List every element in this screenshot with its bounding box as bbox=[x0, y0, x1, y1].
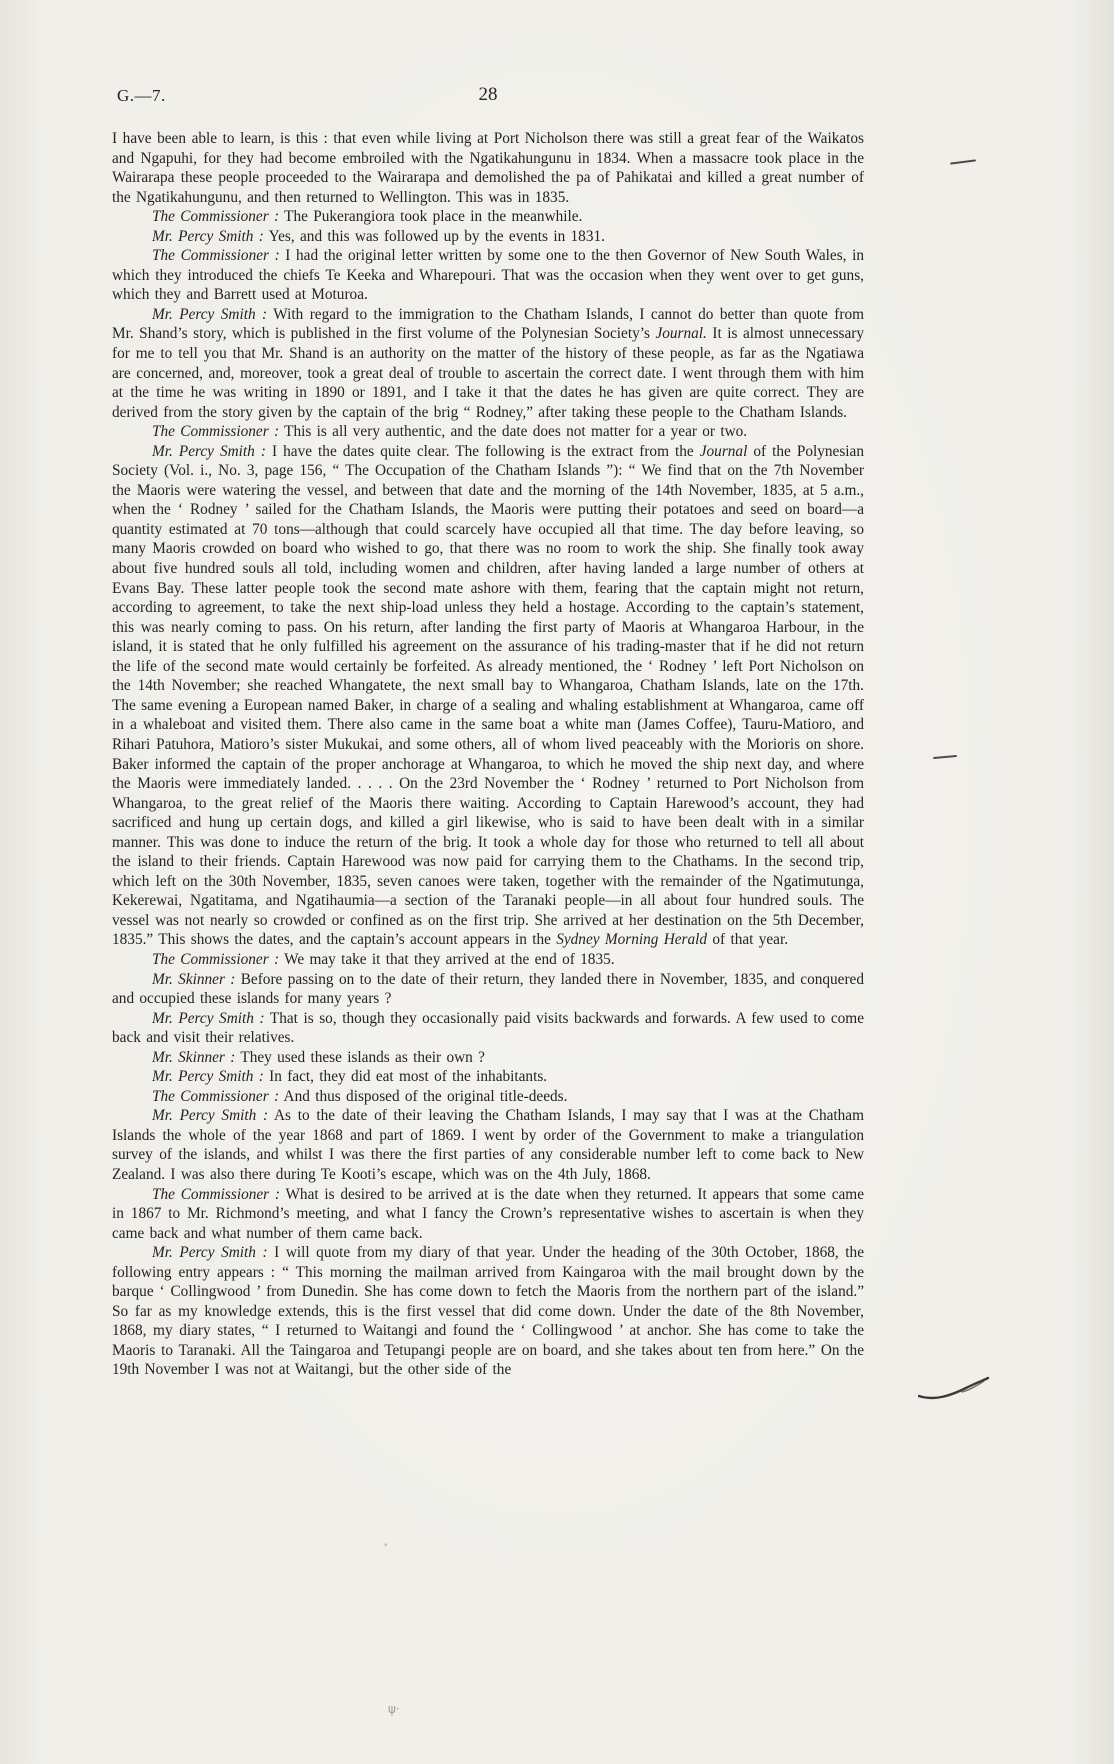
paragraph bbox=[112, 207, 864, 227]
document-reference: G.—7. bbox=[117, 86, 166, 105]
pen-mark bbox=[950, 159, 976, 164]
pen-mark bbox=[918, 1376, 990, 1407]
paragraph bbox=[112, 1243, 864, 1380]
paragraph bbox=[112, 305, 864, 422]
text-run: They used these islands as their own ? bbox=[235, 1048, 485, 1066]
paragraph bbox=[112, 1009, 864, 1048]
scan-artifact: ψ· bbox=[388, 1702, 400, 1716]
paragraph bbox=[112, 129, 864, 207]
text-run: I will quote from my diary of that year. Under the heading of the 30th October, 1868, the following entry appears : “ This morning the mailman arrived from Kaingaroa with the mail brought down by the barque ‘ Collingwood ’ from Dunedin. She has come down to fetch the Maoris from the northern part of the island.” So far as my knowledge extends, this is the first vessel that did come down. Under the date of the 8th November, 1868, my diary states, “ I returned to Waitangi and found the ‘ Collingwood ’ at anchor. She has come to take the Maoris to Taranaki. All the Taingaroa and Tetupangi people are on board, and she takes about ten from here.” On the 19th November I was not at Waitangi, but the other side of the bbox=[112, 1244, 864, 1379]
italic-text-run: The Commissioner : bbox=[152, 247, 280, 265]
italic-text-run: The Commissioner : bbox=[152, 423, 280, 441]
text-run: The Pukerangiora took place in the meanwhile. bbox=[279, 208, 583, 226]
italic-text-run: Mr. Percy Smith : bbox=[152, 442, 266, 460]
page-number: 28 bbox=[478, 84, 498, 105]
paragraph bbox=[112, 227, 864, 247]
italic-text-run: The Commissioner : bbox=[152, 208, 280, 226]
text-run: I have been able to learn, is this : that even while living at Port Nicholson there was still a great fear of the Waikatos and Ngapuhi, for they had become embroiled with the Ngatikahungunu in 1834. When a massacre took place in the Wairarapa these people proceeded to the Wairarapa and demolished the pa of Pahikatai and killed a great number of the Ngatikahungunu, and then returned to Wellington. This was in 1835. bbox=[112, 130, 864, 206]
paragraph bbox=[112, 950, 864, 970]
paragraph bbox=[112, 422, 864, 442]
text-run: Before passing on to the date of their return, they landed there in November, 1835, and conquered and occupied these islands for many years ? bbox=[112, 970, 864, 1008]
pen-mark bbox=[933, 755, 957, 759]
text-run: With regard to the immigration to the Chatham Islands, I cannot do better than quote from Mr. Shand’s story, which is published in the first volume of the Polynesian Society’s bbox=[112, 305, 864, 343]
italic-text-run: Mr. Skinner : bbox=[152, 970, 236, 988]
text-run: Yes, and this was followed up by the events in 1831. bbox=[263, 227, 605, 245]
text-block bbox=[112, 129, 864, 1380]
text-run: I have the dates quite clear. The following is the extract from the bbox=[265, 442, 700, 460]
text-run: And thus disposed of the original title-deeds. bbox=[279, 1087, 568, 1105]
italic-text-run: Sydney Morning Herald bbox=[556, 931, 708, 949]
paragraph bbox=[112, 1067, 864, 1087]
italic-text-run: Mr. Percy Smith : bbox=[152, 1068, 264, 1086]
italic-text-run: Mr. Skinner : bbox=[152, 1048, 236, 1066]
text-run: of the Polynesian Society (Vol. i., No. 3, page 156, “ The Occupation of the Chatham Islands ”): “ We find that on the 7th November the Maoris were watering the vessel, and between that date and the morning of the 14th November, 1835, at 5 a.m., when the ‘ Rodney ’ sailed for the Chatham Islands, the Maoris were putting their potatoes and seed on board—a quantity estimated at 70 tons—although that could scarcely have occupied all that time. The day before leaving, so many Maoris crowded on board who wished to go, that there was no room to work the ship. She finally took away about five hundred souls all told, including women and children, after having landed a large number of others at Evans Bay. These latter people took the second mate ashore with them, fearing that the captain might not return, according to agreement, to take the next ship-load unless they held a hostage. According to the captain’s statement, this was nearly coming to pass. On his return, after landing the first party of Maoris at Whangaroa Harbour, in the island, it is stated that he only fulfilled his agreement on the assurance of his trading-master that if he did not return the life of the second mate would certainly be forfeited. As already mentioned, the ‘ Rodney ’ left Port Nicholson on the 14th November; she reached Whangatete, the next small bay to Whangaroa, Chatham Islands, late on the 17th. The same evening a European named Baker, in charge of a sealing and whaling establishment at Whangaroa, came off in a whaleboat and visited them. There also came in the same boat a white man (James Coffee), Tauru-Matioro, and Rihari Patuhora, Matioro’s sister Mukukai, and some others, all of whom lived peaceably with the Morioris on shore. Baker informed the captain of the proper anchorage at Whangaroa, to which he moved the ship next day, and where the Maoris were immediately landed. . . . . On the 23rd November the ‘ Rodney ’ returned to Port Nicholson from Whangaroa, to the great relief of the Maoris there waiting. According to Captain Harewood’s account, they had sacrificed and hung up certain dogs, and killed a girl likewise, who is said to have been dealt with in a similar manner. This was done to induce the return of the brig. It took a whole day for those who returned to tell all about the island to their friends. Captain Harewood was now paid for carrying them to the Chathams. In the second trip, which left on the 30th November, 1835, seven canoes were taken, together with the remainder of the Ngatimutunga, Kekerewai, Ngatitama, and Ngatihaumia—a section of the Taranaki people—in all about four hundred souls. The vessel was not nearly so crowded or confined as on the first trip. She arrived at her destination on the 5th December, 1835.” This shows the dates, and the captain’s account appears in the bbox=[112, 442, 864, 949]
text-run: of that year. bbox=[707, 931, 789, 949]
paragraph bbox=[112, 1048, 864, 1068]
text-run: As to the date of their leaving the Chatham Islands, I may say that I was at the Chatham Islands the whole of the year 1868 and part of 1869. I went by order of the Government to make a triangulation survey of the islands, and whilst I was there the first parties of any considerable number left to come back to New Zealand. I was also there during Te Kooti’s escape, which was on the 4th July, 1868. bbox=[112, 1107, 864, 1183]
text-run: It is almost unnecessary for me to tell you that Mr. Shand is an authority on the matter of the history of these people, as far as the Ngatiawa are concerned, and, moreover, took a great deal of trouble to ascertain the correct date. I went through them with him at the time he was writing in 1890 or 1891, and I take it that the dates he has given are quite correct. They are derived from the story given by the captain of the brig “ Rodney,” after taking these people to the Chatham Islands. bbox=[112, 325, 865, 421]
italic-text-run: The Commissioner : bbox=[152, 950, 280, 968]
paragraph bbox=[112, 442, 864, 950]
italic-text-run: The Commissioner : bbox=[152, 1087, 280, 1105]
italic-text-run: The Commissioner : bbox=[152, 1185, 280, 1203]
text-run: We may take it that they arrived at the end of 1835. bbox=[279, 950, 615, 968]
italic-text-run: Mr. Percy Smith : bbox=[152, 227, 264, 245]
text-run: This is all very authentic, and the date does not matter for a year or two. bbox=[279, 423, 748, 441]
text-run: What is desired to be arrived at is the date when they returned. It appears that some came in 1867 to Mr. Richmond’s meeting, and what I fancy the Crown’s representative wishes to ascertain is when they came back and what number of them came back. bbox=[112, 1185, 864, 1242]
paragraph bbox=[112, 970, 864, 1009]
text-run: That is so, though they occasionally paid visits backwards and forwards. A few used to come back and visit their relatives. bbox=[112, 1009, 864, 1047]
italic-text-run: Journal. bbox=[655, 325, 707, 343]
scan-artifact: ˅ bbox=[383, 1542, 389, 1555]
pen-swoosh-icon bbox=[918, 1376, 990, 1402]
text-run: In fact, they did eat most of the inhabitants. bbox=[263, 1068, 548, 1086]
italic-text-run: Mr. Percy Smith : bbox=[152, 1107, 269, 1125]
italic-text-run: Journal bbox=[699, 442, 748, 460]
italic-text-run: Mr. Percy Smith : bbox=[152, 305, 268, 323]
italic-text-run: Mr. Percy Smith : bbox=[152, 1009, 265, 1027]
italic-text-run: Mr. Percy Smith : bbox=[152, 1244, 268, 1262]
text-run: I had the original letter written by some one to the then Governor of New South Wales, in which they introduced the chiefs Te Keeka and Wharepouri. That was the occasion when they went over to get guns, which they and Barrett used at Moturoa. bbox=[112, 247, 864, 304]
paragraph bbox=[112, 1087, 864, 1107]
paragraph bbox=[112, 1185, 864, 1244]
paragraph bbox=[112, 1106, 864, 1184]
paragraph bbox=[112, 246, 864, 305]
